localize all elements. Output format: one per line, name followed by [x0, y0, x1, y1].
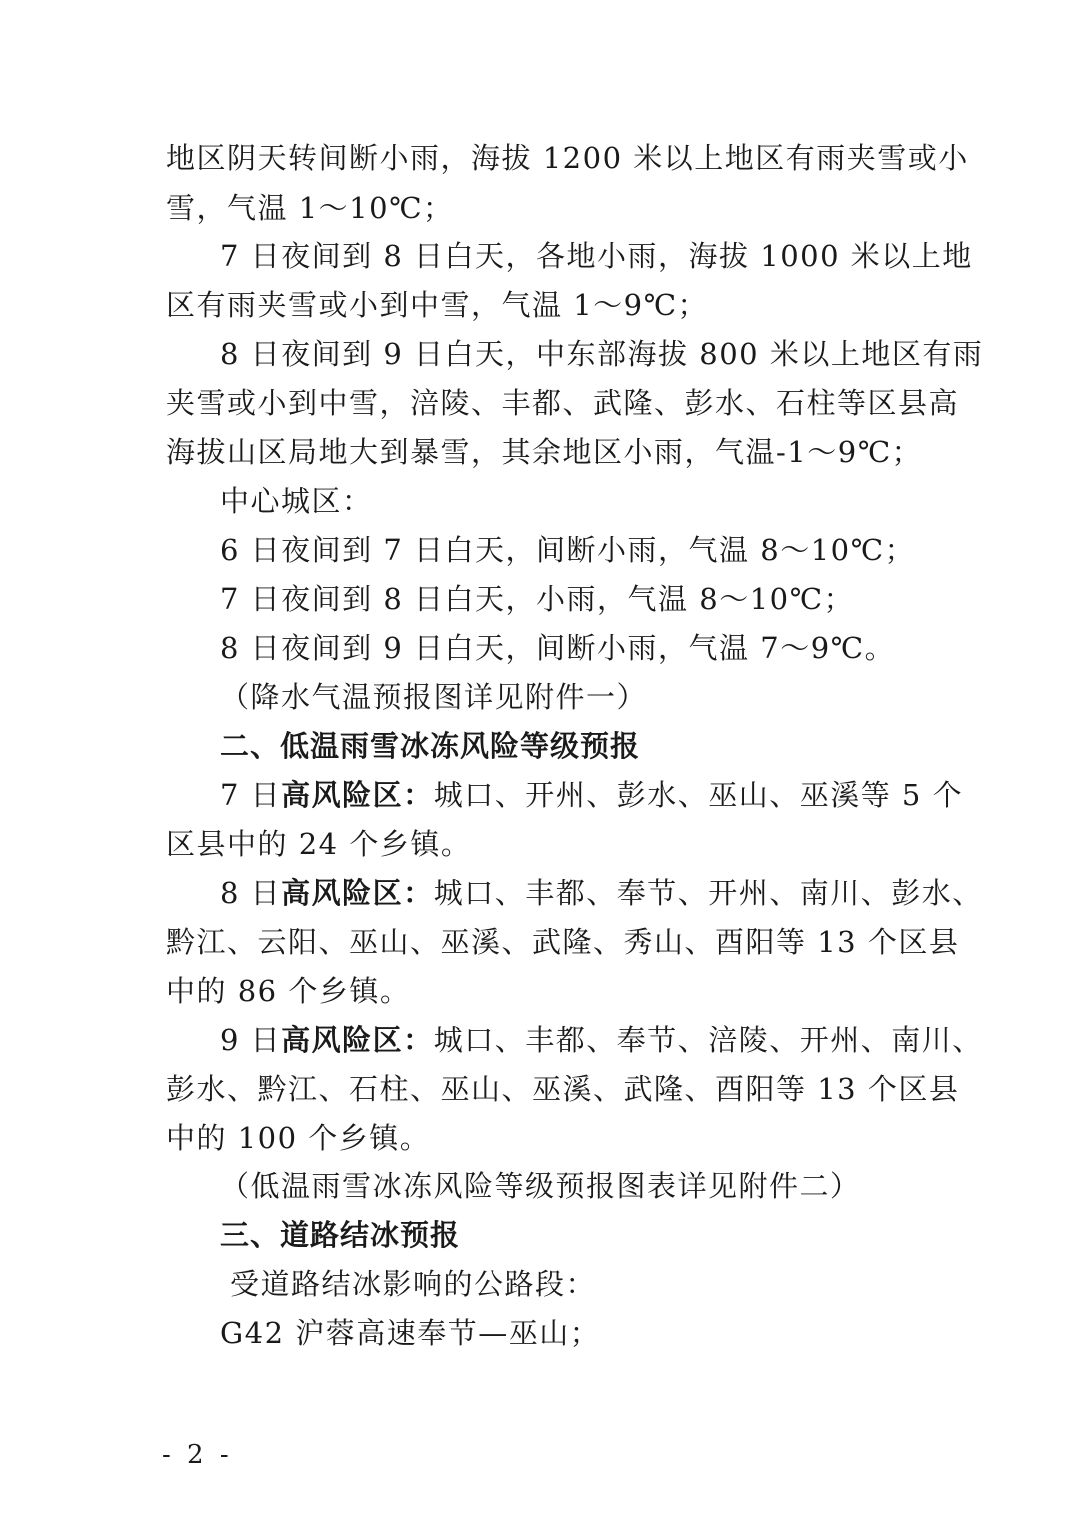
risk-day7-line	[220, 775, 980, 815]
forecast-line: 雪，气温 1～10℃；	[166, 191, 454, 225]
day-prefix: 8 日	[220, 876, 282, 910]
risk-text: 城口、丰都、奉节、开州、南川、彭水、	[433, 876, 983, 910]
day-prefix: 7 日	[220, 778, 282, 812]
central-city-line: 6 日夜间到 7 日白天，间断小雨，气温 8～10℃；	[220, 533, 916, 567]
central-city-line: 7 日夜间到 8 日白天，小雨，气温 8～10℃；	[220, 582, 855, 616]
risk-day7-cont: 区县中的 24 个乡镇。	[166, 827, 472, 861]
risk-day9-cont: 中的 100 个乡镇。	[166, 1121, 431, 1155]
section-heading: 三、道路结冰预报	[220, 1218, 461, 1252]
attachment-note: （低温雨雪冰冻风险等级预报图表详见附件二）	[220, 1169, 861, 1203]
risk-day8-cont: 中的 86 个乡镇。	[166, 974, 411, 1008]
forecast-line: 地区阴天转间断小雨，海拔 1200 米以上地区有雨夹雪或小	[166, 141, 969, 175]
risk-day8-line	[220, 873, 983, 913]
risk-day9-cont: 彭水、黔江、石柱、巫山、巫溪、武隆、酉阳等 13 个区县	[166, 1072, 960, 1106]
risk-text: 城口、开州、彭水、巫山、巫溪等 5 个	[433, 778, 964, 812]
high-risk-label: 高风险区：	[281, 876, 434, 910]
page-number: - 2 -	[162, 1440, 233, 1470]
forecast-line: 夹雪或小到中雪，涪陵、丰都、武隆、彭水、石柱等区县高	[166, 386, 960, 420]
road-intro: 受道路结冰影响的公路段：	[230, 1267, 597, 1301]
day-prefix: 9 日	[220, 1023, 282, 1057]
forecast-line: 区有雨夹雪或小到中雪，气温 1～9℃；	[166, 288, 709, 322]
road-segment: G42 沪蓉高速奉节—巫山；	[220, 1316, 601, 1350]
central-city-title: 中心城区：	[220, 484, 373, 518]
attachment-note: （降水气温预报图详见附件一）	[220, 680, 648, 714]
high-risk-label: 高风险区：	[281, 1023, 434, 1057]
risk-day8-cont: 黔江、云阳、巫山、巫溪、武隆、秀山、酉阳等 13 个区县	[166, 925, 960, 959]
risk-text: 城口、丰都、奉节、涪陵、开州、南川、	[433, 1023, 983, 1057]
forecast-line: 8 日夜间到 9 日白天，中东部海拔 800 米以上地区有雨	[220, 337, 984, 371]
forecast-line: 7 日夜间到 8 日白天，各地小雨，海拔 1000 米以上地	[220, 239, 973, 273]
central-city-line: 8 日夜间到 9 日白天，间断小雨，气温 7～9℃。	[220, 631, 896, 665]
section-heading: 二、低温雨雪冰冻风险等级预报	[220, 729, 641, 763]
high-risk-label: 高风险区：	[281, 778, 434, 812]
forecast-line: 海拔山区局地大到暴雪，其余地区小雨，气温-1～9℃；	[166, 435, 923, 469]
risk-day9-line	[220, 1020, 983, 1060]
